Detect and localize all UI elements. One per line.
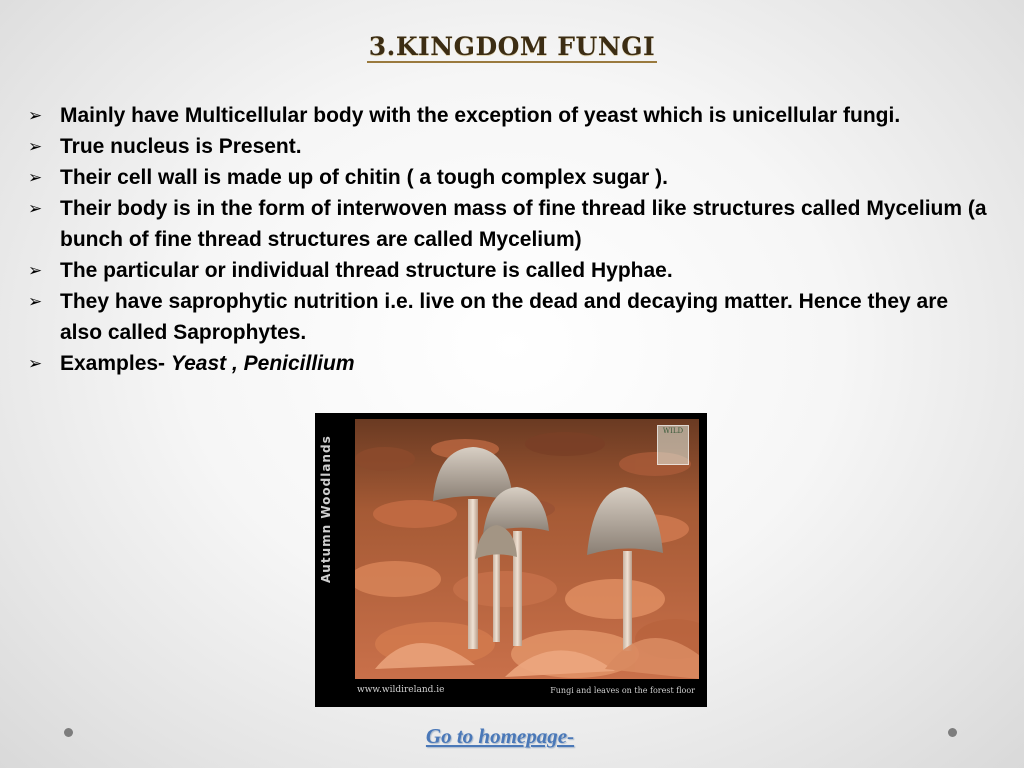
bullet-item: [28, 286, 988, 348]
arrow-bullet-icon: ➢: [28, 106, 43, 125]
bullet-text: Their cell wall is made up of chitin ( a tough complex sugar ).: [60, 166, 668, 189]
arrow-bullet-icon: ➢: [28, 137, 43, 156]
examples-value: Yeast , Penicillium: [170, 352, 355, 375]
bullet-item: [28, 255, 988, 286]
arrow-bullet-icon: ➢: [28, 354, 43, 373]
bullet-item: [28, 100, 988, 131]
arrow-bullet-icon: ➢: [28, 199, 43, 218]
mushroom-image: [355, 419, 699, 679]
slide-title: [0, 32, 1024, 61]
wild-logo-text: WILD: [662, 427, 684, 435]
arrow-bullet-icon: ➢: [28, 292, 43, 311]
bullet-text: Mainly have Multicellular body with the exception of yeast which is unicellular fungi.: [60, 104, 901, 127]
wild-ireland-logo: [657, 425, 689, 465]
bullet-item-examples: [28, 348, 988, 379]
arrow-bullet-icon: ➢: [28, 261, 43, 280]
photo-caption-url: www.wildireland.ie: [357, 685, 445, 695]
examples-label: Examples-: [60, 352, 171, 375]
mushroom-photo: [315, 413, 707, 707]
photo-caption: Fungi and leaves on the forest floor: [550, 686, 695, 695]
bullet-item: [28, 131, 988, 162]
bullet-item: [28, 193, 988, 255]
bullet-text: True nucleus is Present.: [60, 135, 302, 158]
slide-title-text: 3.KINGDOM FUNGI: [368, 32, 656, 61]
bullet-list: [28, 100, 988, 379]
bullet-text: They have saprophytic nutrition i.e. live on the dead and decaying matter. Hence they are also called Saprophytes.: [60, 290, 949, 344]
arrow-bullet-icon: ➢: [28, 168, 43, 187]
go-to-homepage-link[interactable]: Go to homepage-: [425, 724, 575, 748]
bullet-text: The particular or individual thread structure is called Hyphae.: [60, 259, 673, 282]
bullet-text: Their body is in the form of interwoven mass of fine thread like structures called Mycelium (a bunch of fine thread structures are called Mycelium): [60, 197, 987, 251]
photo-sidebar-text: Autumn Woodlands: [319, 435, 333, 583]
bullet-item: [28, 162, 988, 193]
